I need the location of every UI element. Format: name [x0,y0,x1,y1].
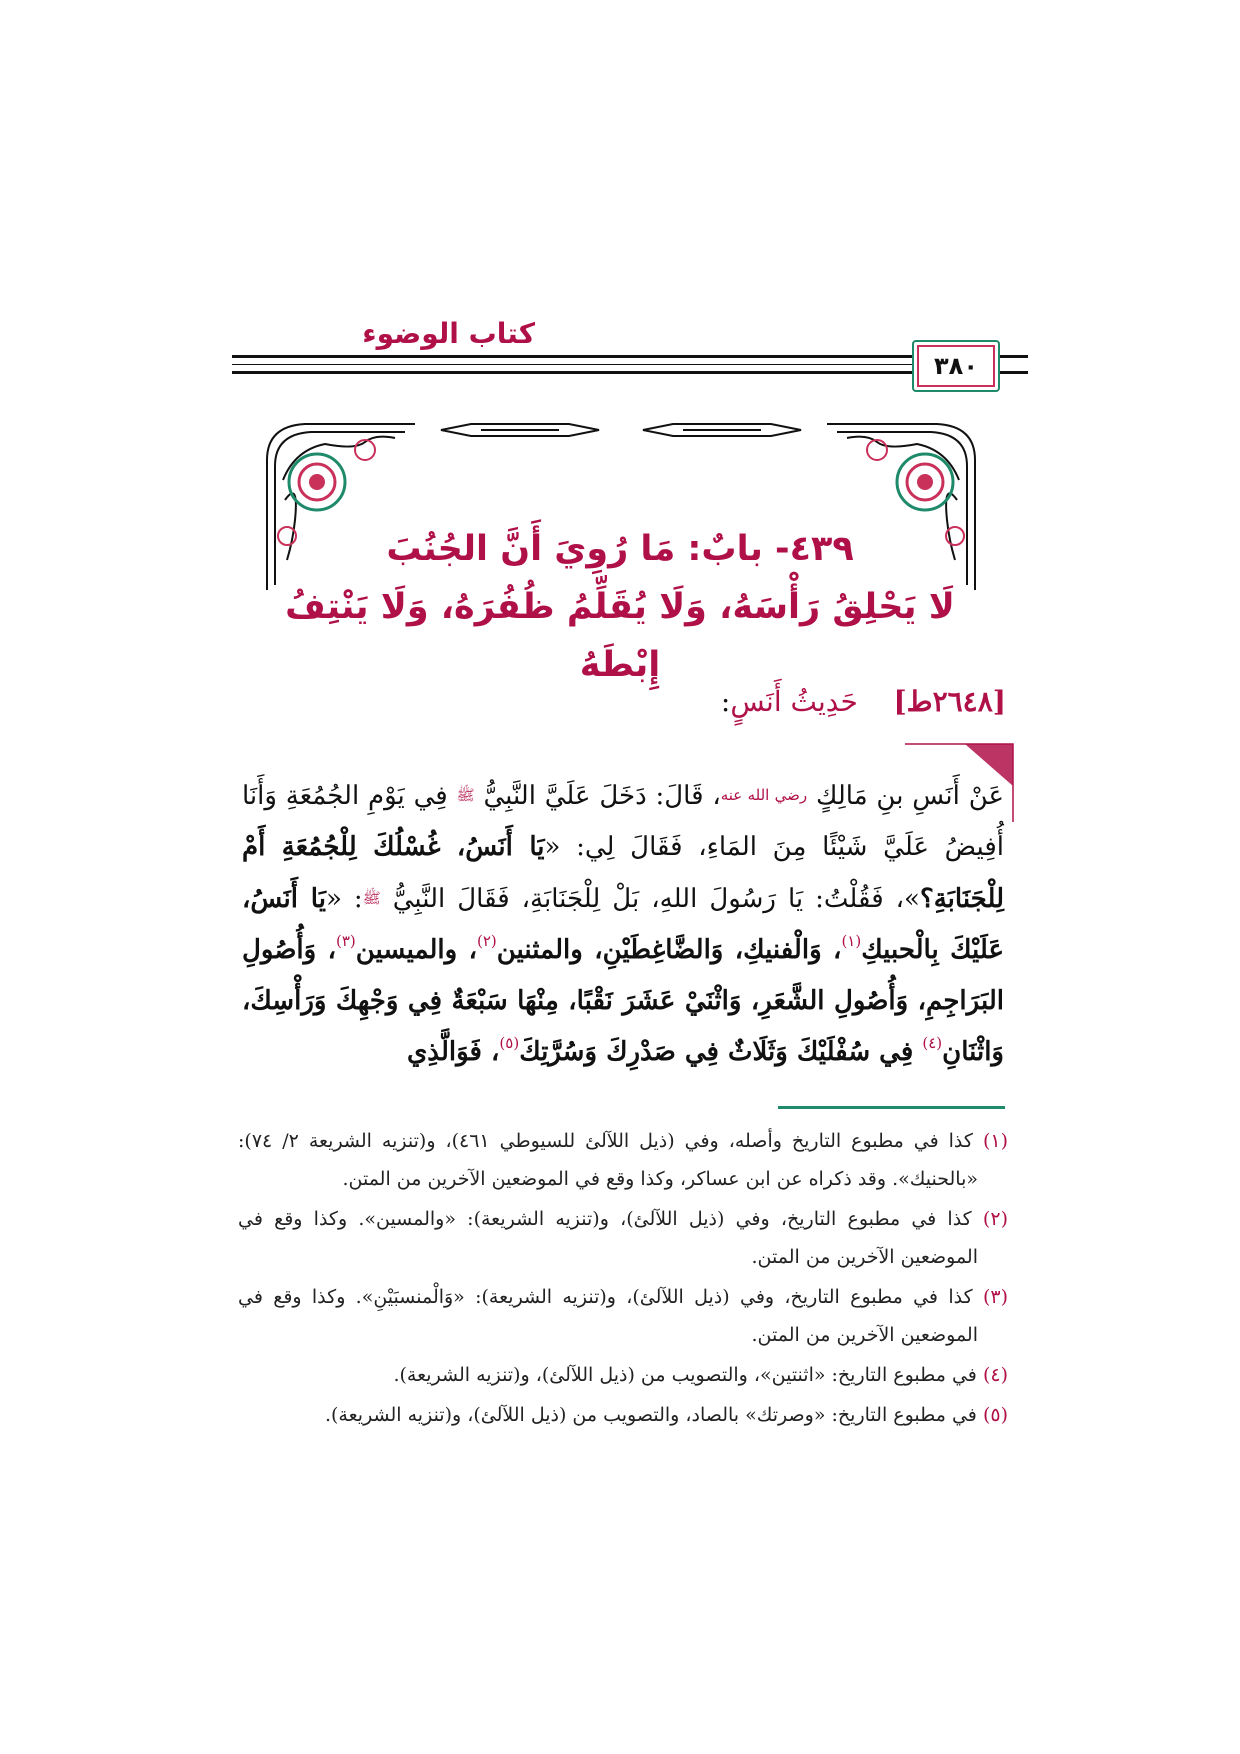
footnote-ref[interactable]: (٢) [476,932,497,950]
footnote-number: (١) [982,1130,1009,1152]
footnote-ref[interactable]: (٣) [335,932,356,950]
footnote-text: كذا في مطبوع التاريخ وأصله، وفي (ذيل اللآلئ للسيوطي ٤٦١)، و(تنزيه الشريعة ٢/ ٧٤): «بالحنيك». وقد ذكراه عن ابن عساكر، وكذا وقع في الموضعين الآخرين من المتن. [238,1130,978,1190]
prophetic-speech: ، والميسين [355,935,477,965]
footnotes [238,1122,1008,1436]
prophetic-speech: يَا أَنَسُ، عَلَيْكَ بِالْحبيكِ [242,884,1004,965]
prophetic-speech: يَا أَنَسُ، غُسْلُكَ لِلْجُمُعَةِ أَمْ لِلْجَنَابَةِ؟ [242,832,1004,914]
page-number-frame [912,340,1000,392]
ornament-top-cartouches [441,424,801,436]
header-rule-bottom [232,371,992,374]
hadith-heading [250,680,1006,724]
footnote-text: كذا في مطبوع التاريخ، وفي (ذيل اللآلئ)، و(تنزيه الشريعة): «وَالْمنسبَيْنِ». وكذا وقع في الموضعين الآخرين من المتن. [238,1286,978,1346]
footnote-4 [238,1356,1008,1394]
running-header-title: كتاب الوضوء [362,317,535,350]
hadith-text [242,770,1004,1078]
hadith-name-colon: : [720,685,731,718]
footnote-ref[interactable]: (٥) [499,1034,520,1052]
footnote-number: (٥) [982,1404,1008,1426]
footnote-2 [238,1200,1008,1276]
page-number: ٣٨٠ [934,352,978,380]
prophetic-speech: ، وَأُصُولِ البَرَاجِمِ، وَأُصُولِ الشَّعَرِ، وَاثْنَيْ عَشَرَ نَقْبًا، مِنْهَا سَبْعَةٌ فِي وَجْهِكَ وَرَأْسِكَ، وَاثْنَانِ [242,935,1004,1067]
prophetic-speech: ، فَوَالَّذِي [406,1037,500,1067]
footnote-text: في مطبوع التاريخ: «وصرتك» بالصاد، والتصويب من (ذيل اللآلئ)، و(تنزيه الشريعة). [324,1404,977,1426]
header-rule-tail [998,355,1028,358]
chapter-title [255,520,985,694]
footnote-number: (٤) [982,1364,1008,1386]
footnote-number: (٢) [982,1208,1008,1230]
hadith-text-part: »، فَقُلْتُ: يَا رَسُولَ اللهِ، بَلْ لِلْجَنَابَةِ، فَقَالَ النَّبِيُّ [380,884,920,914]
hadith-number: [٢٦٤٨ط] [893,685,1006,718]
prophetic-speech: فِي سُفْلَيْكَ وَثَلَاثٌ فِي صَدْرِكَ وَسُرَّتِكَ [519,1037,923,1067]
footnote-separator [778,1106,1005,1109]
footnote-text: في مطبوع التاريخ: «اثنتين»، والتصويب من (ذيل اللآلئ)، و(تنزيه الشريعة). [393,1364,977,1386]
hadith-text-part: فِي يَوْمِ الجُمُعَةِ وَأَنَا أُفِيضُ عَلَيَّ شَيْئًا مِنَ المَاءِ، فَقَالَ لِي: « [242,781,1004,862]
hadith-text-part: عَنْ أَنَسِ بنِ مَالِكٍ [807,781,1004,811]
honorific-glyph: رضي الله عنه [720,786,808,804]
header-rule-middle [232,364,992,365]
chapter-title-line-1: ٤٣٩- بابٌ: مَا رُوِيَ أَنَّ الجُنُبَ [386,529,854,569]
chapter-title-line-2: لَا يَحْلِقُ رَأْسَهُ، وَلَا يُقَلِّمُ ظُفُرَهُ، وَلَا يَنْتِفُ إِبْطَهُ [285,587,955,685]
hadith-name [721,685,858,718]
footnote-ref[interactable]: (١) [841,932,862,950]
honorific-glyph: ﷺ [362,889,381,907]
hadith-name-text: حَدِيثُ أَنَسٍ [730,685,858,718]
header-rule-tail [998,371,1028,374]
hadith-text-part: : « [325,884,363,914]
header-rule-top [232,355,992,358]
honorific-glyph: ﷺ [456,786,475,804]
footnote-1 [238,1122,1008,1198]
footnote-5 [238,1396,1008,1434]
prophetic-speech: ، وَالْفنيكِ، وَالضَّاغِطَيْنِ، والمثنين [496,935,842,965]
footnote-number: (٣) [982,1286,1008,1308]
footnote-ref[interactable]: (٤) [922,1034,943,1052]
hadith-text-part: ، قَالَ: دَخَلَ عَلَيَّ النَّبِيُّ [474,781,721,811]
footnote-text: كذا في مطبوع التاريخ، وفي (ذيل اللآلئ)، و(تنزيه الشريعة): «والمسين». وكذا وقع في الموضعين الآخرين من المتن. [238,1208,978,1268]
footnote-3 [238,1278,1008,1354]
